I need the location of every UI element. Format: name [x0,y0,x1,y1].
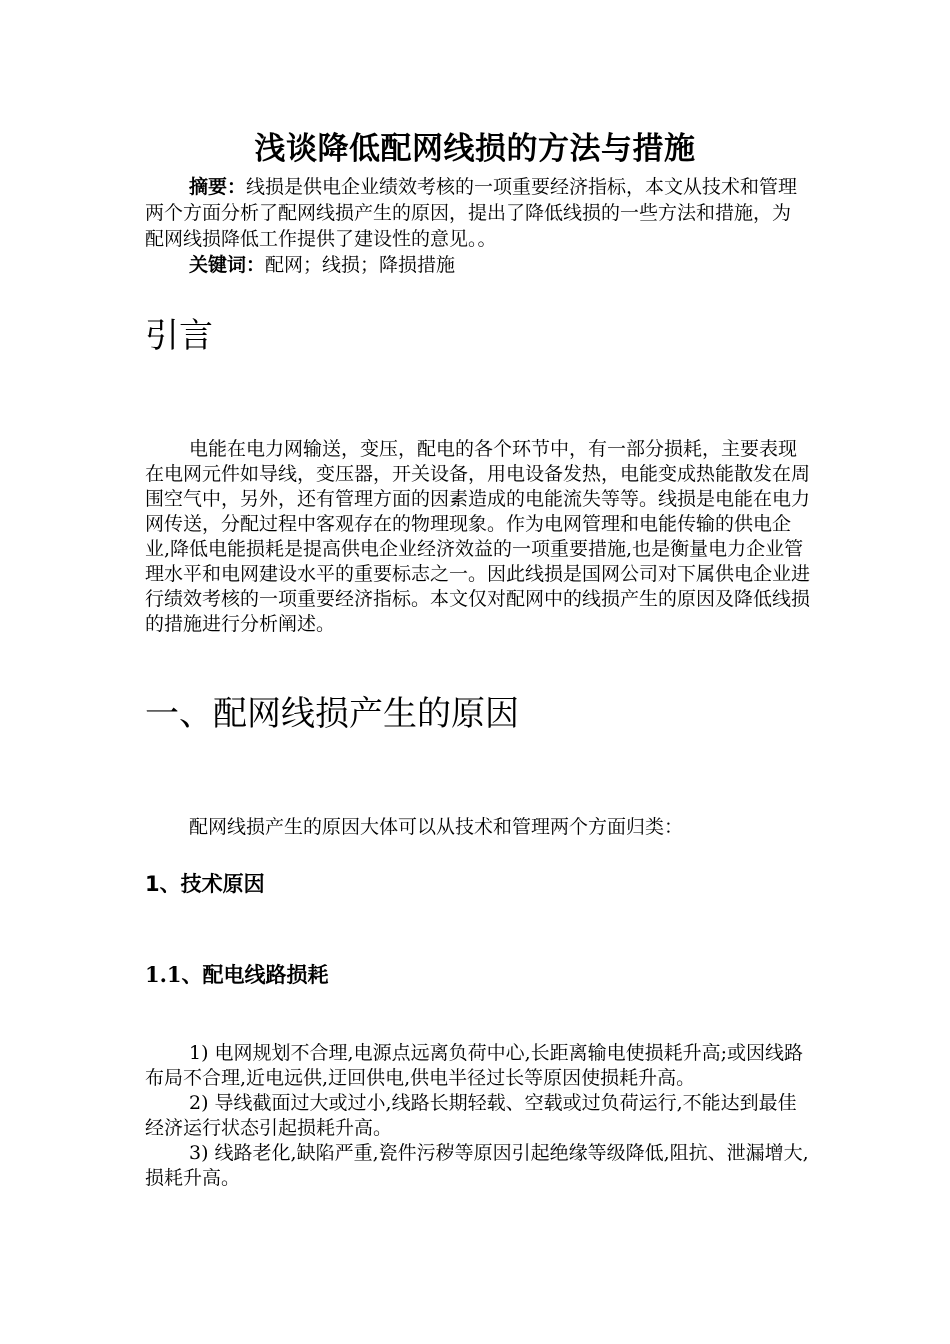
cause-list [145,1041,815,1191]
abstract-label: 摘要： [189,176,247,198]
document-title: 浅谈降低配网线损的方法与措施 [254,131,696,167]
list-item: 3) 线路老化,缺陷严重,瓷件污秽等原因引起绝缘等级降低,阻抗、泄漏增大,损耗升高。 [145,1142,809,1189]
abstract-block [145,174,805,278]
abstract-text: 线损是供电企业绩效考核的一项重要经济指标，本文从技术和管理两个方面分析了配网线损产生的原因，提出了降低线损的一些方法和措施，为配网线损降低工作提供了建设性的意见。。 [145,176,798,250]
keywords-label: 关键词： [189,254,266,276]
subsection-heading-technical: 1、技术原因 [145,872,265,896]
intro-heading: 引言 [145,316,213,356]
section1-heading: 一、配网线损产生的原因 [145,694,519,734]
intro-paragraph: 电能在电力网输送，变压，配电的各个环节中，有一部分损耗，主要表现在电网元件如导线，变压器，开关设备，用电设备发热，电能变成热能散发在周围空气中，另外，还有管理方面的因素造成的电能流失等等。线损是电能在电力网传送，分配过程中客观存在的物理现象。作为电网管理和电能传输的供电企业,降低电能损耗是提高供电企业经济效益的一项重要措施,也是衡量电力企业管理水平和电网建设水平的重要标志之一。因此线损是国网公司对下属供电企业进行绩效考核的一项重要经济指标。本文仅对配网中的线损产生的原因及降低线损的措施进行分析阐述。 [145,438,811,635]
list-item: 2) 导线截面过大或过小,线路长期轻载、空载或过负荷运行,不能达到最佳经济运行状态引起损耗升高。 [145,1092,797,1139]
keywords-paragraph [145,252,805,278]
keywords-text: 配网；线损；降损措施 [265,254,456,276]
section1-paragraph: 配网线损产生的原因大体可以从技术和管理两个方面归类： [189,816,684,838]
abstract-paragraph [145,174,805,252]
list-item: 1) 电网规划不合理,电源点远离负荷中心,长距离输电使损耗升高;或因线路布局不合理,近电远供,迂回供电,供电半径过长等原因使损耗升高。 [145,1042,804,1089]
subsection-heading-line-loss: 1.1、配电线路损耗 [145,962,329,987]
